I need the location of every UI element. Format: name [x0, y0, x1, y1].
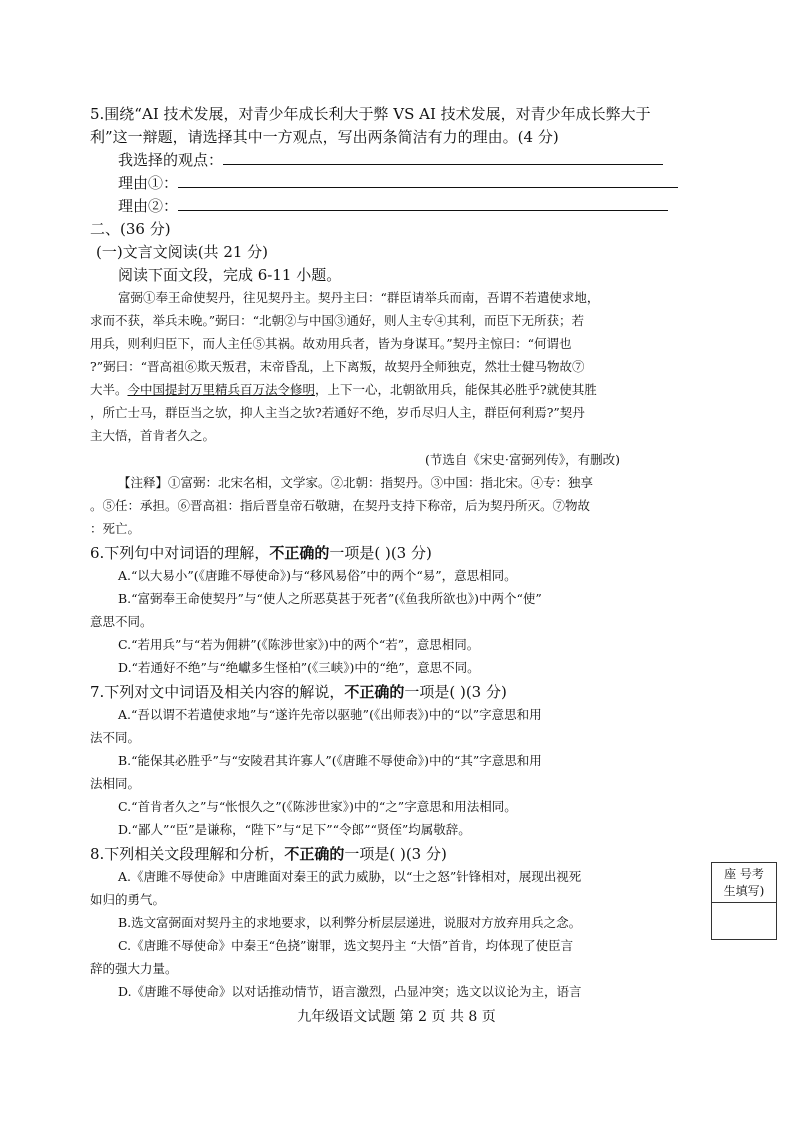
q6-stem-text: 6.下列句中对词语的理解，: [90, 544, 270, 562]
reason2-label: 理由②：: [118, 197, 179, 215]
q7-option-c: C.“首肯者久之”与“怅恨久之”(《陈涉世家》)中的“之”字意思和用法相同。: [118, 799, 517, 814]
notes-line: 。⑤任：承担。⑥晋高祖：指后晋皇帝石敬瑭，在契丹支持下称帝，后为契丹所灭。⑦物故: [90, 498, 591, 513]
q6-stem-text: 一项是( )(3 分): [329, 544, 432, 562]
q7-option-d: D.“鄙人”“臣”是谦称，“陛下”与“足下”“令郎”“贤侄”均属敬辞。: [118, 822, 471, 837]
passage-line: 用兵，则利归臣下，而人主任⑤其祸。故劝用兵者，皆为身谋耳。”契丹主惊曰：“何谓也: [90, 336, 572, 351]
q8-stem: [90, 843, 447, 864]
q5-line2: 利”这一辩题，请选择其中一方观点，写出两条简洁有力的理由。(4 分): [90, 128, 559, 146]
passage-text: ，上下一心，北朝欲用兵，能保其必胜乎?就使其胜: [315, 382, 597, 397]
q7-stem: [90, 681, 507, 702]
passage-line: 求而不获，举兵未晚。”弼曰：“北朝②与中国③通好，则人主专④其利，而臣下无所获；若: [90, 313, 585, 328]
q8-option-b: B.选文富弼面对契丹主的求地要求，以利弊分析层层递进，说服对方放弃用兵之念。: [118, 915, 582, 930]
reason1-label: 理由①：: [118, 174, 179, 192]
q7-option-a-cont: 法不同。: [90, 730, 141, 745]
notes-line: 【注释】①富弼：北宋名相，文学家。②北朝：指契丹。③中国：指北宋。④专：独享: [118, 475, 594, 490]
notes-line: ：死亡。: [90, 521, 141, 536]
underlined-sentence: 今中国提封万里精兵百万法令修明: [127, 382, 316, 397]
passage-line: [90, 380, 597, 398]
passage-text: 大半。: [90, 382, 128, 397]
page-footer: 九年级语文试题 第 2 页 共 8 页: [297, 1009, 496, 1025]
reason1-answer-line[interactable]: [178, 173, 678, 188]
q8-option-d: D.《唐雎不辱使命》以对话推动情节，语言激烈，凸显冲突；选文以议论为主，语言: [118, 984, 582, 999]
q8-option-a-cont: 如归的勇气。: [90, 892, 166, 907]
q7-stem-text: 7.下列对文中词语及相关内容的解说，: [90, 683, 345, 701]
q7-option-b-cont: 法相同。: [90, 776, 141, 791]
viewpoint-row: [118, 149, 663, 170]
viewpoint-answer-line[interactable]: [223, 150, 663, 165]
q6-option-b: B.“富弼奉王命使契丹”与“使人之所恶莫甚于死者”(《鱼我所欲也》)中两个“使”: [118, 591, 542, 606]
q7-option-a: A.“吾以谓不若遣使求地”与“遂许先帝以驱驰”(《出师表》)中的“以”字意思和用: [118, 707, 542, 722]
passage-source: (节选自《宋史·富弼列传》，有删改): [425, 452, 620, 467]
reason2-row: [118, 195, 668, 216]
section2-instruction: 阅读下面文段，完成 6-11 小题。: [118, 266, 342, 284]
q8-stem-text: 一项是( )(3 分): [344, 845, 447, 863]
q6-option-c: C.“若用兵”与“若为佣耕”(《陈涉世家》)中的两个“若”，意思相同。: [118, 637, 480, 652]
passage-line: ，所亡士马，群臣当之欤，抑人主当之欤?若通好不绝，岁币尽归人主，群臣何利焉?”契丹: [90, 405, 585, 420]
q8-option-c: C.《唐雎不辱使命》中秦王“色挠”谢罪，选文契丹主 “大悟”首肯，均体现了使臣言: [118, 938, 574, 953]
q6-stem: [90, 542, 432, 563]
q7-stem-emphasis: 不正确的: [344, 683, 405, 701]
viewpoint-label: 我选择的观点：: [118, 151, 224, 169]
reason1-row: [118, 172, 678, 193]
q6-option-b-cont: 意思不同。: [90, 614, 153, 629]
passage-line: 主大悟，首肯者久之。: [90, 428, 216, 443]
q8-stem-emphasis: 不正确的: [284, 845, 345, 863]
passage-line: ?”弼曰：“晋高祖⑥欺天叛君，末帝昏乱，上下离叛，故契丹全师独克，然壮士健马物故⑦: [90, 359, 585, 374]
section2-heading: 二、(36 分): [90, 220, 171, 238]
seat-number-field[interactable]: [712, 903, 776, 939]
passage-line: 富弼①奉王命使契丹，往见契丹主。契丹主曰：“群臣请举兵而南，吾谓不若遣使求地，: [118, 290, 600, 305]
seat-number-label: 座 号考 生填写): [712, 863, 776, 903]
q6-stem-emphasis: 不正确的: [269, 544, 330, 562]
q7-stem-text: 一项是( )(3 分): [404, 683, 507, 701]
q8-option-c-cont: 辞的强大力量。: [90, 961, 178, 976]
q6-option-a: A.“以大易小”(《唐雎不辱使命》)与“移风易俗”中的两个“易”，意思相同。: [118, 568, 517, 583]
q6-option-d: D.“若通好不绝”与“绝巘多生怪柏”(《三峡》)中的“绝”，意思不同。: [118, 660, 480, 675]
section2-subheading: (一)文言文阅读(共 21 分): [96, 243, 269, 261]
q5-line1: 5.围绕“AI 技术发展，对青少年成长利大于弊 VS AI 技术发展，对青少年成长弊大于: [90, 105, 651, 123]
seat-number-box: [711, 862, 777, 940]
reason2-answer-line[interactable]: [178, 196, 668, 211]
q8-option-a: A.《唐雎不辱使命》中唐雎面对秦王的武力威胁，以“士之怒”针锋相对，展现出视死: [118, 869, 582, 884]
q7-option-b: B.“能保其必胜乎”与“安陵君其许寡人”(《唐雎不辱使命》)中的“其”字意思和用: [118, 753, 542, 768]
q8-stem-text: 8.下列相关文段理解和分析，: [90, 845, 285, 863]
